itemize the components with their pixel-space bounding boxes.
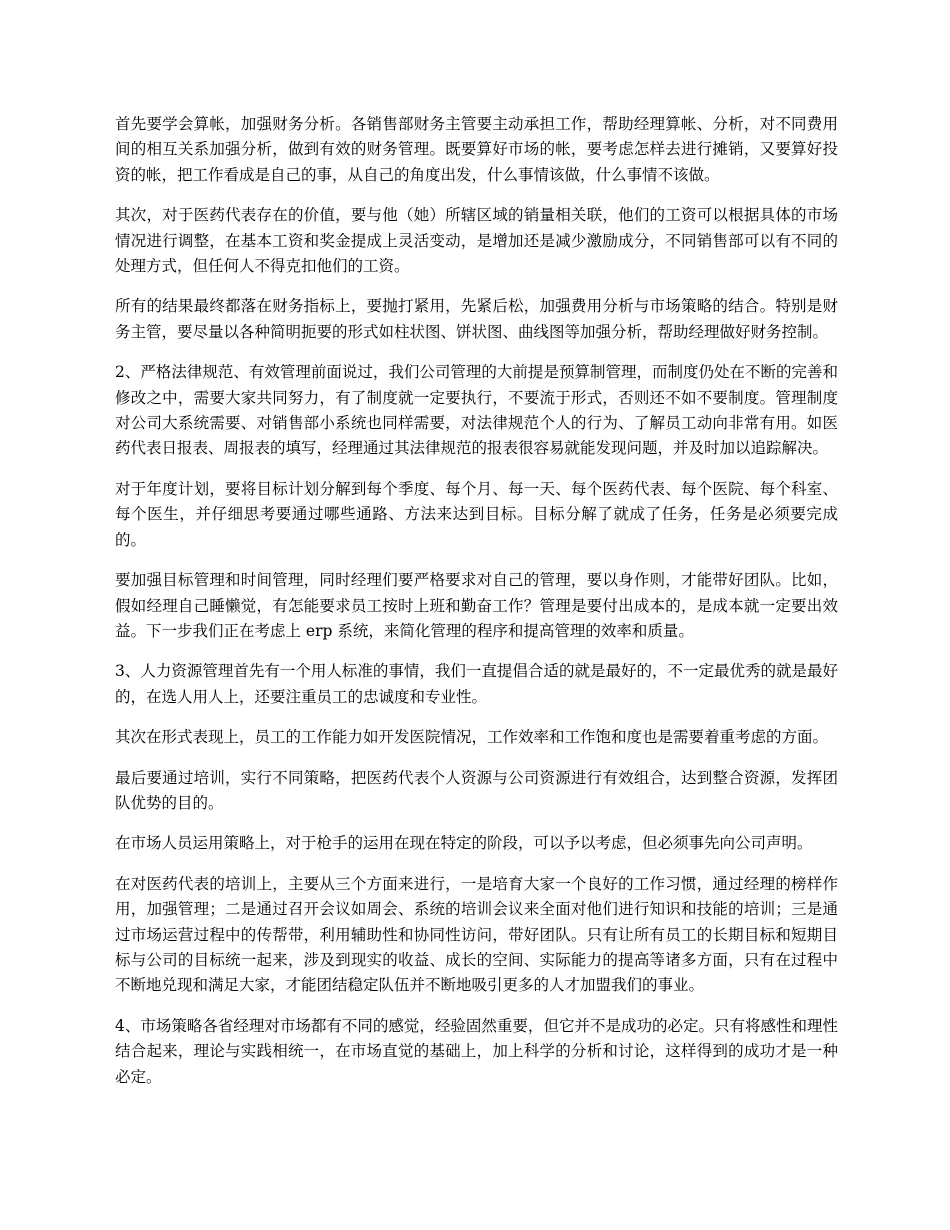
paragraph-work-performance: 其次在形式表现上，员工的工作能力如开发医院情况，工作效率和工作饱和度也是需要着重考虑的方面。: [115, 728, 829, 747]
paragraph-target-time-management: 要加强目标管理和时间管理，同时经理们要严格要求对自己的管理，要以身作则，才能带好团队。比如，假如经理自己睡懒觉，有怎能要求员工按时上班和勤奋工作？管理是要付出成本的，是成本就一定要出效益。下一步我们正在考虑上 erp 系统，来简化管理的程序和提高管理的效率和质量。: [115, 571, 838, 640]
paragraph-financial-analysis: 首先要学会算帐，加强财务分析。各销售部财务主管要主动承担工作，帮助经理算帐、分析，对不同费用间的相互关系加强分析，做到有效的财务管理。既要算好市场的帐，要考虑怎样去进行摊销，又要算好投资的帐，把工作看成是自己的事，从自己的角度出发，什么事情该做，什么事情不该做。: [115, 115, 838, 184]
paragraph-rep-salary: 其次，对于医药代表存在的价值，要与他（她）所辖区域的销量相关联，他们的工资可以根据具体的市场情况进行调整，在基本工资和奖金提成上灵活变动，是增加还是减少激励成分，不同销售部可以有不同的处理方式，但任何人不得克扣他们的工资。: [115, 206, 838, 276]
paragraph-training-resources: 最后要通过培训，实行不同策略，把医药代表个人资源与公司资源进行有效组合，达到整合资源，发挥团队优势的目的。: [115, 768, 838, 812]
document-body: [115, 112, 838, 1105]
paragraph-rep-training: 在对医药代表的培训上，主要从三个方面来进行，一是培育大家一个良好的工作习惯，通过经理的榜样作用，加强管理；二是通过召开会议如周会、系统的培训会议来全面对他们进行知识和技能的培训；三是通过市场运营过程中的传帮带，利用辅助性和协同性访问，带好团队。只有让所有员工的长期目标和短期目标与公司的目标统一起来，涉及到现实的收益、成长的空间、实际能力的提高等诸多方面，只有在过程中不断地兑现和满足大家，才能团结稳定队伍并不断地吸引更多的人才加盟我们的事业。: [115, 874, 838, 995]
paragraph-financial-indicators: 所有的结果最终都落在财务指标上，要抛打紧用，先紧后松，加强费用分析与市场策略的结合。特别是财务主管，要尽量以各种简明扼要的形式如柱状图、饼状图、曲线图等加强分析，帮助经理做好财务控制。: [115, 297, 838, 341]
paragraph-section-2-management: 2、严格法律规范、有效管理前面说过，我们公司管理的大前提是预算制管理，而制度仍处在不断的完善和修改之中，需要大家共同努力，有了制度就一定要执行，不要流于形式，否则还不如不要制度。管理制度对公司大系统需要、对销售部小系统也同样需要，对法律规范个人的行为、了解员工动向非常有用。如医药代表日报表、周报表的填写，经理通过其法律规范的报表很容易就能发现问题，并及时加以追踪解决。: [115, 363, 838, 458]
paragraph-annual-plan: 对于年度计划，要将目标计划分解到每个季度、每个月、每一天、每个医药代表、每个医院、每个科室、每个医生，并仔细思考要通过哪些通路、方法来达到目标。目标分解了就成了任务，任务是必须要完成的。: [115, 479, 838, 549]
paragraph-section-4-market-strategy: 4、市场策略各省经理对市场都有不同的感觉，经验固然重要，但它并不是成功的必定。只有将感性和理性结合起来，理论与实践相统一，在市场直觉的基础上，加上科学的分析和讨论，这样得到的成功才是一种必定。: [115, 1016, 838, 1086]
paragraph-market-staff-strategy: 在市场人员运用策略上，对于枪手的运用在现在特定的阶段，可以予以考虑，但必须事先向公司声明。: [115, 834, 813, 853]
paragraph-section-3-hr: 3、人力资源管理首先有一个用人标准的事情，我们一直提倡合适的就是最好的，不一定最优秀的就是最好的，在选人用人上，还要注重员工的忠诚度和专业性。: [115, 662, 838, 706]
